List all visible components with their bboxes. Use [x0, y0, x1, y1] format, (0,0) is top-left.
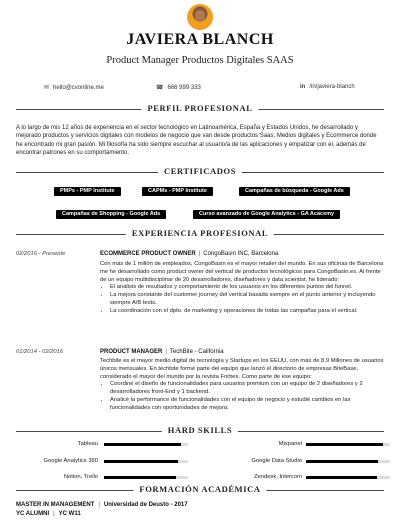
profile-text: A lo largo de mis 12 años de experiencia en el sector tecnológico en Latinoamérica, España y Estados Unidos, he desarrollado y mejorado productos y servicios digitales con modelos de negocio que van desde productos Saas, Medios digitales y Ecommerce donde he encontrado mi gran pasión. Mi filosofía ha sido siempre escuchar al usuario/a de las aplicaciones y empatizar con el, además de encontrar patrones en su comportamiento. [16, 125, 377, 157]
section-title: HARD SKILLS [162, 425, 238, 435]
certificate-badge: CAPMs - PMP Institute [142, 187, 213, 196]
education-school: Universidad de Deusto - 2017 [103, 502, 188, 508]
job-summary: Techbite es el mayor medio digital de tecnología y Startups en los EEUU, con más de 8.9 Millones de usuarios únicos mensuales. En techbite formé parte del equipo que lanzó el directorio de empresas BiteBase, considerado el mayor del mundo por la revista Forbes. Como parte de ese equipo: [100, 358, 384, 380]
job-bullet: • Analicé la performance de funcionalidades con el equipo de negocio y estudié cambios en las funcionalidades con oportunidades de mejora. [110, 397, 384, 413]
skill-name: Notion, Trello [63, 474, 98, 480]
skill-bar [104, 443, 188, 446]
section-title: FORMACIÓN ACADÉMICA [133, 484, 266, 494]
education-degree: MASTER IN MANAGEMENT [16, 502, 95, 508]
skill-bar-fill [104, 460, 178, 463]
skill-bar [306, 476, 390, 479]
job-bullet: • El análisis de resultados y comportamiento de los usuarios en los diferentes puntos del funnel. [110, 284, 384, 292]
skill-name: Google Data Studio [251, 458, 302, 464]
skill-bar-fill [104, 476, 176, 479]
education-extra: YC ALUMNI [16, 511, 50, 517]
skill-bar-fill [306, 443, 383, 446]
candidate-name: JAVIERA BLANCH [126, 31, 274, 48]
education-extra: YC W11 [58, 511, 81, 517]
job-description [100, 358, 384, 413]
education-extra-line: YC ALUMNI | YC W11 [16, 511, 81, 517]
section-title: EXPERIENCIA PROFESIONAL [126, 228, 274, 238]
education-degree-line: MASTER IN MANAGEMENT | Universidad de Deusto - 2017 [16, 502, 188, 508]
section-education [16, 485, 384, 495]
linkedin-text: /in/javiera-blanch [309, 84, 355, 90]
skill-bar [104, 476, 188, 479]
skill-bar-fill [104, 443, 181, 446]
job-company: TechBite - California [169, 349, 224, 355]
skill-name: Google Analytics 360 [43, 458, 98, 464]
job-title: PRODUCT MANAGER [100, 349, 163, 355]
skill-bar-fill [306, 460, 378, 463]
job-summary: Con más de 1 millón de empleados, CongoBasin es el mayor retailer del mundo. En sus oficinas de Barcelona me he desarrollado como product owner del vertical de productos tecnológicos para CongoBasin.es. Al frente de un equipo multidisciplinar de 20 desarrolladores, diseñadores y data scientist, he liderado: [100, 261, 384, 283]
linkedin-icon: in [300, 84, 306, 90]
certificate-badge: Campañas de Shopping - Google Ads [56, 210, 166, 219]
certificate-badge: Campañas de búsqueda - Google Ads [239, 187, 350, 196]
contact-phone[interactable] [156, 84, 201, 91]
job-bullet: • Coordiné el diseño de funcionalidades para usuarios premium con un equipo de 2 diseñadores y 2 desarrolladores front-End y 1 backend. [110, 381, 384, 397]
certificate-badge: Curso avanzado de Google Analytics - GA Acacemy [193, 210, 340, 219]
job-heading: PRODUCT MANAGER | TechBite - California [100, 349, 224, 355]
phone-text: 666 999 333 [167, 84, 201, 91]
certificate-badge: PMPs - PMP Institute [54, 187, 121, 196]
job-date: 01/2014 - 02/2016 [16, 349, 64, 355]
skill-bar-fill [306, 476, 377, 479]
skill-name: Zendesk, Intercom [253, 474, 302, 480]
candidate-role: Product Manager Productos Digitales SAAS [106, 55, 294, 66]
contact-linkedin[interactable] [300, 84, 355, 90]
job-description [100, 261, 384, 316]
job-title: ECOMMERCE PRODUCT OWNER [100, 251, 196, 257]
contact-email[interactable] [44, 84, 104, 91]
section-certificates [16, 167, 384, 177]
phone-icon: ☎ [156, 85, 164, 91]
skill-bar [104, 460, 188, 463]
email-text: hello@cvonline.me [53, 84, 104, 91]
section-title: CERTIFICADOS [158, 166, 242, 176]
section-skills [16, 426, 384, 436]
skill-bar [306, 443, 390, 446]
skill-name: Mixpanel [278, 441, 302, 447]
section-profile [16, 104, 384, 114]
job-bullet: • La mejora constante del customer journey del vertical basada siempre en el punto anterior y incluyendo siempre A/B tests. [110, 292, 384, 308]
job-bullet: • La coordinación con el dpto. de marketing y operaciones de todas las campañas para el vertical. [110, 308, 384, 316]
section-title: PERFIL PROFESIONAL [141, 103, 258, 113]
email-icon: ✉ [44, 85, 50, 91]
skill-bar [306, 460, 390, 463]
skill-name: Tableau [77, 441, 98, 447]
job-company: CongoBasin INC, Barcelona [203, 251, 279, 257]
job-date: 02/2016 - Presente [16, 251, 66, 257]
profile-photo [187, 4, 213, 30]
section-experience [16, 229, 384, 239]
job-heading: ECOMMERCE PRODUCT OWNER | CongoBasin INC, Barcelona [100, 251, 279, 257]
